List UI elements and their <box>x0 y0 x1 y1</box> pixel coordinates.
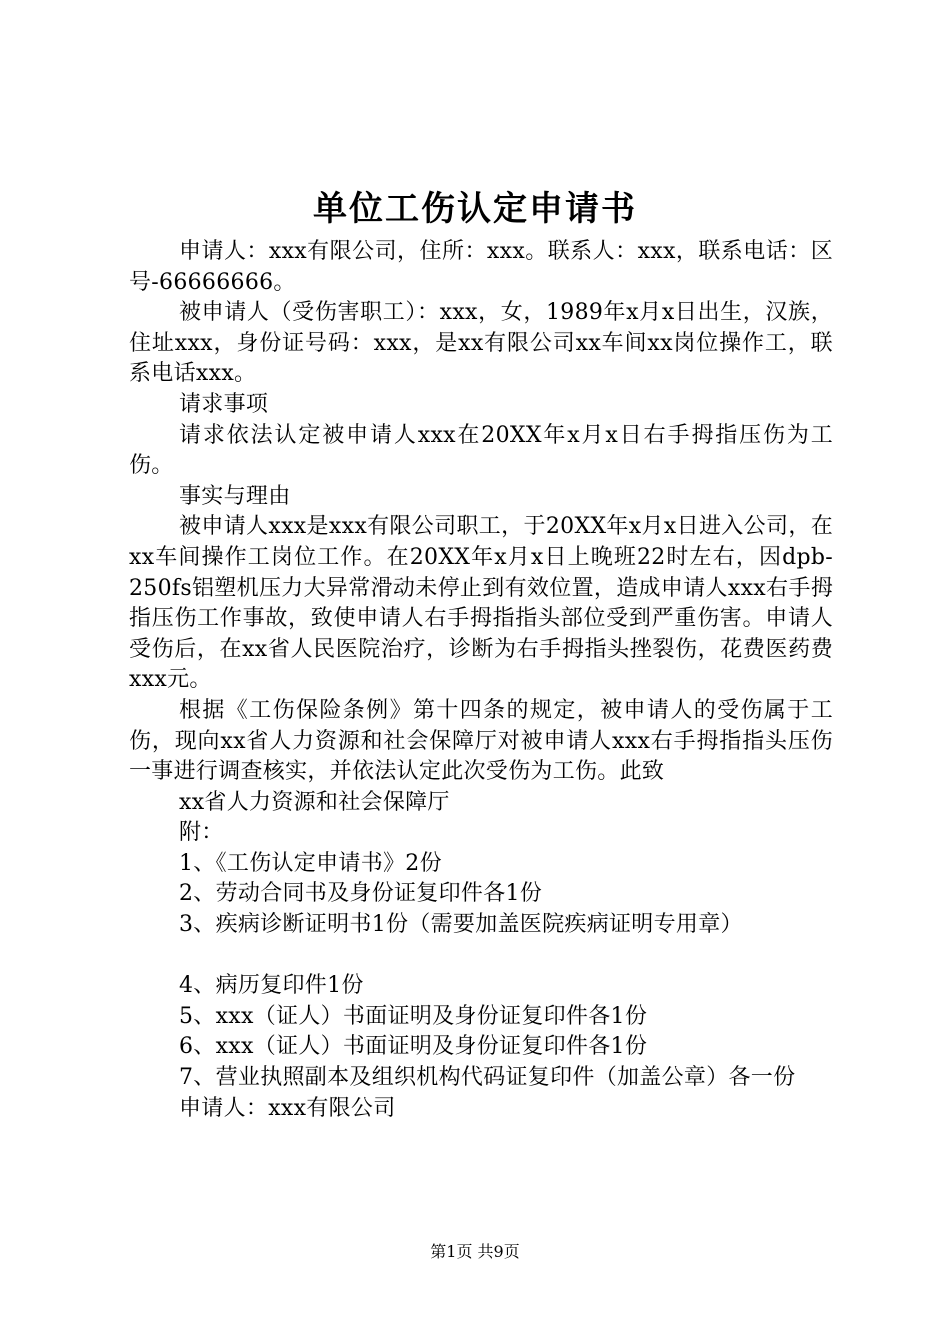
heading-request: 请求事项 <box>179 391 269 417</box>
attachments-heading: 附： <box>179 820 224 846</box>
document-body <box>129 237 833 1124</box>
signature-line: 申请人：xxx有限公司 <box>179 1095 396 1121</box>
paragraph-respondent: 被申请人（受伤害职工）：xxx，女，1989年x月x日出生，汉族，住址xxx，身份证号码：xxx，是xx有限公司xx车间xx岗位操作工，联系电话xxx。 <box>129 300 833 387</box>
blank-line <box>129 941 833 972</box>
attachment-item: 2、劳动合同书及身份证复印件各1份 <box>179 881 543 907</box>
attachment-item: 7、营业执照副本及组织机构代码证复印件（加盖公章）各一份 <box>179 1065 796 1091</box>
document-title: 单位工伤认定申请书 <box>313 189 637 229</box>
page-footer: 第1页 共9页 <box>430 1242 520 1261</box>
paragraph-facts: 被申请人xxx是xxx有限公司职工，于20XX年x月x日进入公司，在xx车间操作工岗位工作。在20XX年x月x日上晚班22时左右，因dpb-250fs铝塑机压力大异常滑动未停止到有效位置，造成申请人xxx右手拇指压伤工作事故，致使申请人右手拇指指头部位受到严重伤害。申请人受伤后，在xx省人民医院治疗，诊断为右手拇指头挫裂伤，花费医药费xxx元。 <box>129 514 833 693</box>
attachment-item: 4、病历复印件1份 <box>179 973 364 999</box>
heading-facts: 事实与理由 <box>179 483 291 509</box>
attachment-item: 6、xxx（证人）书面证明及身份证复印件各1份 <box>179 1034 648 1060</box>
paragraph-request: 请求依法认定被申请人xxx在20XX年x月x日右手拇指压伤为工伤。 <box>129 422 833 479</box>
paragraph-basis: 根据《工伤保险条例》第十四条的规定，被申请人的受伤属于工伤，现向xx省人力资源和社会保障厅对被申请人xxx右手拇指指头压伤一事进行调查核实，并依法认定此次受伤为工伤。此致 <box>129 697 833 785</box>
recipient-line: xx省人力资源和社会保障厅 <box>179 789 450 815</box>
attachment-item: 3、疾病诊断证明书1份（需要加盖医院疾病证明专用章） <box>179 912 743 938</box>
attachment-item: 1、《工伤认定申请书》2份 <box>179 850 442 876</box>
attachment-item: 5、xxx（证人）书面证明及身份证复印件各1份 <box>179 1003 648 1029</box>
paragraph-applicant: 申请人：xxx有限公司，住所：xxx。联系人：xxx，联系电话：区号-66666666。 <box>129 239 833 295</box>
